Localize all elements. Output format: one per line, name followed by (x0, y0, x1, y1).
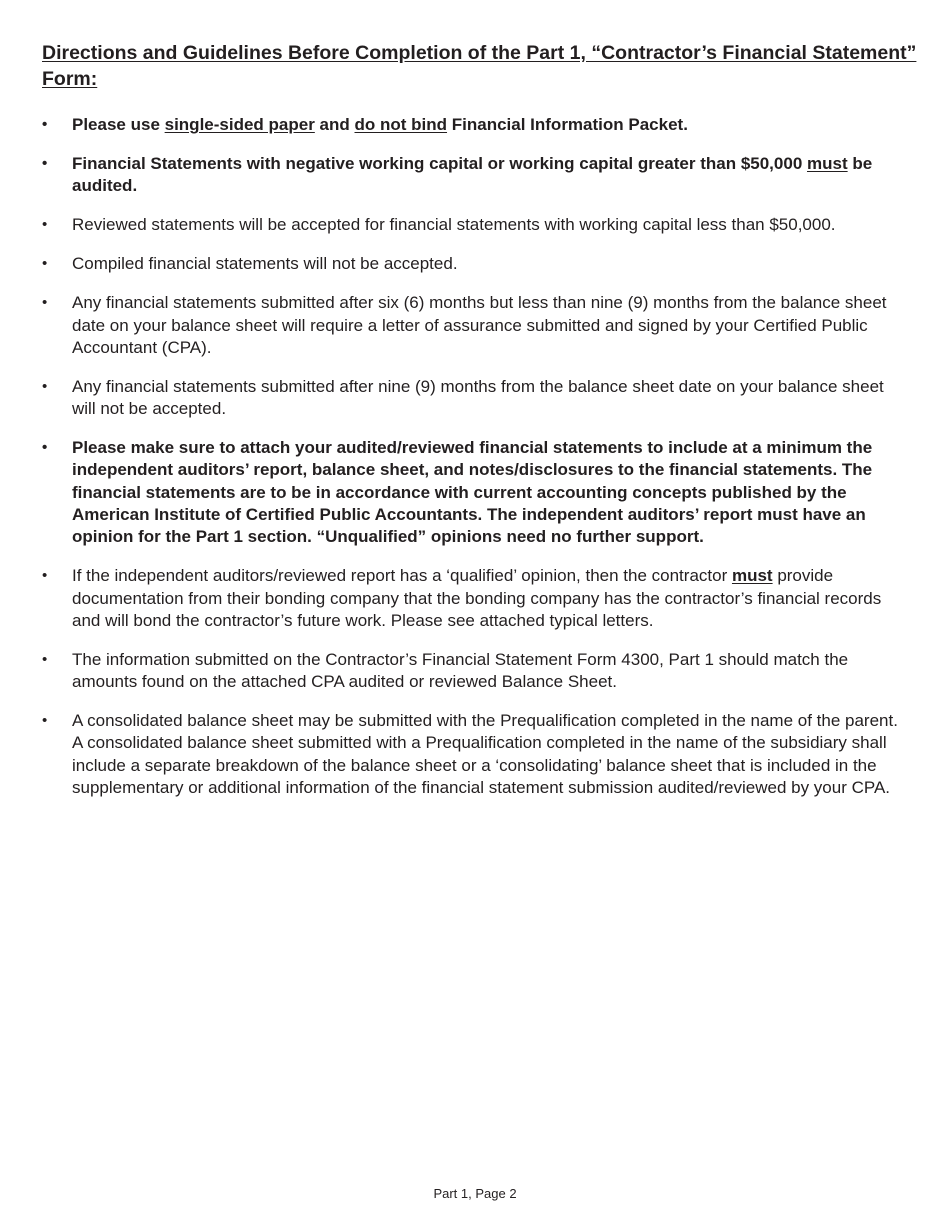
item-text: Any financial statements submitted after six (6) months but less than nine (9) months from the balance sheet date on your balance sheet will require a letter of assurance submitted and signed by your Certified Public Accountant (CPA). (72, 293, 887, 357)
list-item (40, 253, 910, 275)
item-text: Financial Statements with negative working capital or working capital greater than $50,000 (72, 153, 807, 173)
item-text: Reviewed statements will be accepted for financial statements with working capital less than $50,000. (72, 215, 836, 235)
bullet-icon: • (42, 154, 48, 172)
bullet-icon: • (42, 712, 48, 730)
item-emphasis: must (731, 566, 773, 586)
list-item (40, 437, 910, 548)
bullet-icon: • (42, 294, 48, 312)
guidelines-list (40, 114, 910, 816)
item-text: A consolidated balance sheet may be submitted with the Prequalification completed in the name of the parent. A consolidated balance sheet submitted with a Prequalification completed in the name of the subsidiary shall include a separate breakdown of the balance sheet or a ‘consolidating’ balance sheet that is included in the supplementary or additional information of the financial statement submission audited/reviewed by your CPA. (72, 711, 898, 798)
item-text: The information submitted on the Contractor’s Financial Statement Form 4300, Part 1 should match the amounts found on the attached CPA audited or reviewed Balance Sheet. (72, 649, 849, 692)
item-text: Compiled financial statements will not be accepted. (72, 254, 458, 274)
item-text: provide documentation from their bonding company that the bonding company has the contractor’s financial records and will bond the contractor’s future work. Please see attached typical letters. (72, 566, 882, 630)
item-text: be audited. (72, 153, 873, 196)
list-item (40, 114, 910, 136)
item-text: Any financial statements submitted after nine (9) months from the balance sheet date on your balance sheet will not be accepted. (72, 376, 884, 419)
list-item (40, 153, 910, 198)
bullet-icon: • (42, 377, 48, 395)
item-text: Financial Information Packet. (447, 115, 688, 134)
page-footer: Part 1, Page 2 (433, 1186, 517, 1201)
bullet-icon: • (42, 567, 48, 585)
item-text: and (314, 115, 355, 134)
bullet-icon: • (42, 255, 48, 273)
item-emphasis: must (807, 153, 848, 173)
item-emphasis: do not bind (354, 115, 448, 134)
list-item (40, 649, 910, 694)
bullet-icon: • (42, 439, 48, 457)
item-text: If the independent auditors/reviewed report has a ‘qualified’ opinion, then the contractor (72, 566, 732, 586)
bullet-icon: • (42, 116, 48, 133)
list-item (40, 376, 910, 421)
list-item (40, 214, 910, 236)
item-text: Please make sure to attach your audited/reviewed financial statements to include at a minimum the independent auditors’ report, balance sheet, and notes/disclosures to the financial statements. The financial statements are to be in accordance with current accounting concepts published by the American Institute of Certified Public Accountants. The independent auditors’ report must have an opinion for the Part 1 section. “Unqualified” opinions need no further support. (72, 438, 873, 547)
item-emphasis: single-sided paper (164, 115, 315, 134)
bullet-icon: • (42, 216, 48, 234)
list-item (40, 710, 910, 799)
item-text: Please use (72, 115, 165, 134)
bullet-icon: • (42, 650, 48, 668)
list-item (40, 565, 910, 632)
list-item (40, 292, 910, 359)
page-title: Directions and Guidelines Before Completion of the Part 1, “Contractor’s Financial Statement” Form: (42, 42, 917, 90)
